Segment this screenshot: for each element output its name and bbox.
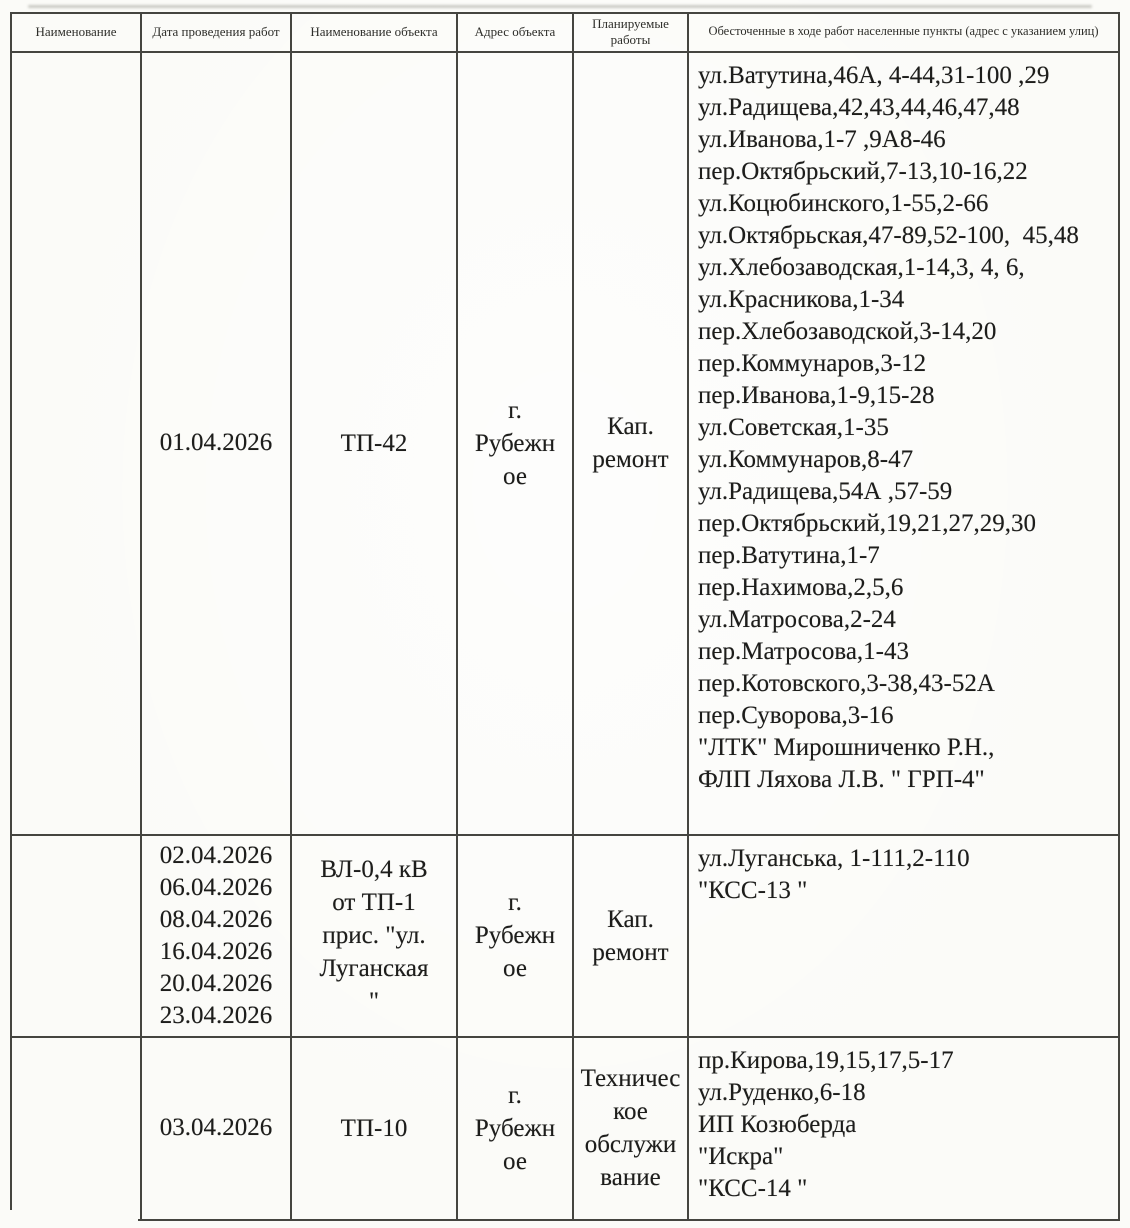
streets-cell bbox=[688, 1037, 1119, 1220]
planned-works: Кап. ремонт bbox=[592, 413, 669, 473]
scan-border-gap bbox=[6, 1210, 138, 1222]
street-line: ул.Руденко,6-18 bbox=[698, 1078, 866, 1106]
street-line: пер.Хлебозаводской,3-14,20 bbox=[698, 317, 997, 345]
column-header-label: Адрес объекта bbox=[474, 24, 556, 40]
street-line: "Искра" bbox=[698, 1142, 784, 1170]
street-line: ул.Ватутина,46А, 4-44,31-100 ,29 bbox=[698, 61, 1050, 89]
street-line: пер.Котовского,3-38,43-52А bbox=[698, 669, 995, 697]
work-date: 16.04.2026 bbox=[159, 937, 273, 965]
object-cell bbox=[291, 835, 457, 1037]
street-line: "КСС-13 " bbox=[698, 876, 808, 904]
object-name: ВЛ-0,4 кВ от ТП-1 прис. "ул. Луганская" bbox=[319, 856, 429, 1015]
table-row bbox=[11, 1037, 1119, 1220]
works-cell bbox=[573, 835, 688, 1037]
object-name: ТП-10 bbox=[340, 1114, 408, 1142]
column-header-label: Планируемые работы bbox=[592, 16, 669, 48]
works-cell bbox=[573, 52, 688, 835]
column-header bbox=[688, 13, 1119, 52]
dates-cell bbox=[141, 835, 291, 1037]
work-date: 02.04.2026 bbox=[159, 841, 273, 869]
street-line: пер.Октябрьский,19,21,27,29,30 bbox=[698, 509, 1037, 537]
dates-cell bbox=[141, 1037, 291, 1220]
street-line: пер.Матросова,1-43 bbox=[698, 637, 909, 665]
column-header bbox=[291, 13, 457, 52]
column-header bbox=[11, 13, 141, 52]
street-line: ул.Коммунаров,8-47 bbox=[698, 445, 914, 473]
street-line: ИП Козюберда bbox=[698, 1110, 857, 1138]
address-cell bbox=[457, 835, 573, 1037]
column-header-label: Обесточенные в ходе работ населенные пункты (адрес с указанием улиц) bbox=[708, 24, 1099, 39]
scan-smudge bbox=[28, 5, 1092, 8]
object-address: г. Рубежное bbox=[474, 1081, 556, 1175]
street-line: ул.Иванова,1-7 ,9А8-46 bbox=[698, 125, 946, 153]
street-line: пер.Коммунаров,3-12 bbox=[698, 349, 927, 377]
street-line: пр.Кирова,19,15,17,5-17 bbox=[698, 1046, 954, 1074]
name-cell bbox=[11, 835, 141, 1037]
works-cell bbox=[573, 1037, 688, 1220]
street-line: пер.Октябрьский,7-13,10-16,22 bbox=[698, 157, 1028, 185]
street-line: пер.Иванова,1-9,15-28 bbox=[698, 381, 935, 409]
column-header bbox=[141, 13, 291, 52]
street-line: пер.Ватутина,1-7 bbox=[698, 541, 880, 569]
table-header-row bbox=[11, 13, 1119, 52]
street-line: "КСС-14 " bbox=[698, 1174, 808, 1202]
name-cell bbox=[11, 1037, 141, 1220]
object-address: г. Рубежное bbox=[474, 396, 556, 490]
street-line: ул.Советская,1-35 bbox=[698, 413, 889, 441]
work-date: 01.04.2026 bbox=[159, 429, 273, 456]
table-row bbox=[11, 835, 1119, 1037]
streets-cell bbox=[688, 52, 1119, 835]
address-cell bbox=[457, 1037, 573, 1220]
street-line: ул.Красникова,1-34 bbox=[698, 285, 905, 313]
column-header-label: Наименование bbox=[35, 24, 117, 40]
street-line: ул.Октябрьская,47-89,52-100, 45,48 bbox=[698, 221, 1079, 249]
column-header-label: Наименование объекта bbox=[310, 24, 438, 40]
column-header bbox=[457, 13, 573, 52]
address-cell bbox=[457, 52, 573, 835]
street-line: "ЛТК" Мирошниченко Р.Н., bbox=[698, 733, 995, 761]
outage-schedule-table bbox=[10, 12, 1120, 1221]
work-date: 20.04.2026 bbox=[159, 969, 273, 997]
object-name: ТП-42 bbox=[340, 429, 408, 457]
object-cell bbox=[291, 1037, 457, 1220]
table-row bbox=[11, 52, 1119, 835]
object-address: г. Рубежное bbox=[474, 889, 556, 982]
street-line: ул.Матросова,2-24 bbox=[698, 605, 896, 633]
name-cell bbox=[11, 52, 141, 835]
work-date: 23.04.2026 bbox=[159, 1001, 273, 1029]
work-date: 06.04.2026 bbox=[159, 873, 273, 901]
street-line: ул.Луганська, 1-111,2-110 bbox=[698, 844, 970, 872]
dates-cell bbox=[141, 52, 291, 835]
planned-works: Кап. ремонт bbox=[592, 905, 669, 966]
column-header bbox=[573, 13, 688, 52]
street-line: ул.Коцюбинского,1-55,2-66 bbox=[698, 189, 989, 217]
column-header-label: Дата проведения работ bbox=[152, 24, 280, 40]
street-line: пер.Нахимова,2,5,6 bbox=[698, 573, 904, 601]
street-line: ул.Радищева,54А ,57-59 bbox=[698, 477, 953, 505]
object-cell bbox=[291, 52, 457, 835]
street-line: ул.Радищева,42,43,44,46,47,48 bbox=[698, 93, 1020, 121]
streets-cell bbox=[688, 835, 1119, 1037]
work-date: 03.04.2026 bbox=[159, 1114, 273, 1141]
street-line: ФЛП Ляхова Л.В. " ГРП-4" bbox=[698, 765, 985, 793]
street-line: пер.Суворова,3-16 bbox=[698, 701, 894, 729]
street-line: ул.Хлебозаводская,1-14,3, 4, 6, bbox=[698, 253, 1025, 281]
planned-works: Техническое обслуживание bbox=[580, 1065, 681, 1191]
work-date: 08.04.2026 bbox=[159, 905, 273, 933]
